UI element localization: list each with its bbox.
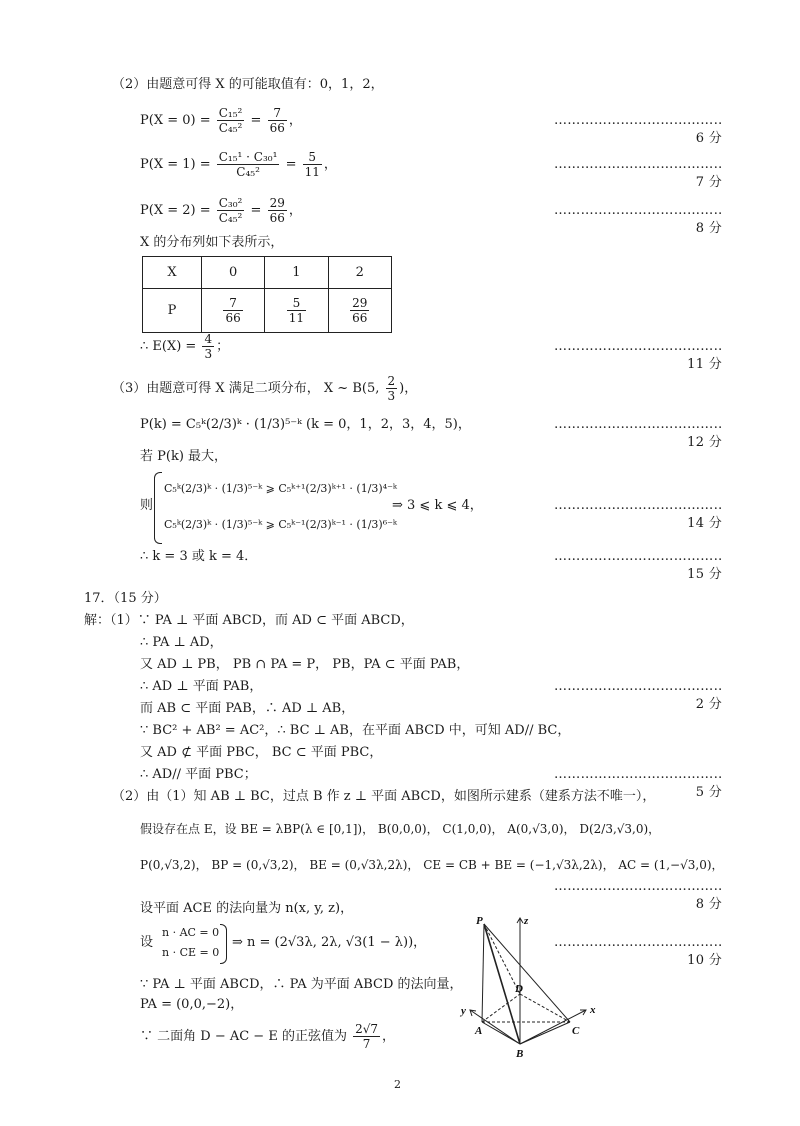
table-cell: X (143, 257, 202, 289)
solution-line: ∵ BC² + AB² = AC²，∴ BC ⊥ AB，在平面 ABCD 中，可知 AD// BC， (140, 723, 571, 738)
pa-perpendicular: ∵ PA ⊥ 平面 ABCD，∴ PA 为平面 ABCD 的法向量， (140, 977, 463, 992)
solution-line: 又 AD ⊄ 平面 PBC， BC ⊂ 平面 PBC， (140, 745, 383, 760)
expectation-line: ∴ E(X) = $\frac{4}{3}$ ； (140, 332, 230, 361)
distribution-table (142, 256, 392, 333)
score-line-15: ………………………………………… 15 分 (554, 548, 722, 584)
label-c: C (572, 1025, 580, 1037)
dihedral-sine-line: ∵ 二面角 D − AC − E 的正弦值为 $\frac{2√7}{7}$ ， (140, 1022, 396, 1051)
table-cell: 1 (265, 257, 328, 289)
system-eq-2: n · CE = 0 (162, 946, 220, 959)
pa-vector: PA = (0,0,−2)， (140, 997, 244, 1012)
table-cell: P (143, 289, 202, 333)
table-cell: 0 (201, 257, 264, 289)
inequality-1: C₅ᵏ(2/3)ᵏ · (1/3)⁵⁻ᵏ ⩾ C₅ᵏ⁺¹(2/3)ᵏ⁺¹ · (1/3)⁴⁻ᵏ (164, 482, 397, 495)
label-a: A (475, 1025, 483, 1037)
score-line-14: ………………………………………… 14 分 (554, 497, 722, 533)
vector-list: P(0,√3,2)， BP = (0,√3,2)， BE = (0,√3λ,2λ)， CE = CB + BE = (−1,√3λ,2λ)， AC = (1,−√3,0)， (140, 858, 724, 872)
normal-vector-result: ⇒ n = (2√3λ, 2λ, √3(1 − λ))， (232, 935, 427, 950)
normal-vector-intro: 设平面 ACE 的法向量为 n(x, y, z)， (140, 901, 354, 916)
score-line-6: ………………………………………… 6 分 (554, 112, 722, 148)
assume-point-e: 假设存在点 E，设 BE = λBP(λ ∈ [0,1])， B(0,0,0)， C(1,0,0)， A(0,√3,0)， D(2/3,√3,0)， (140, 822, 661, 836)
score-line-8b: ………………………………………… 8 分 (554, 878, 722, 914)
k-conclusion: ∴ k = 3 或 k = 4． (140, 549, 258, 564)
then-label: 则 (140, 498, 154, 513)
edge-pc (484, 924, 570, 1022)
system-brace (154, 472, 162, 544)
pyramid-figure (458, 912, 608, 1062)
solution-line: ∴ AD// 平面 PBC； (140, 767, 257, 782)
part2-intro: （2）由题意可得 X 的可能取值有：0，1，2， (112, 77, 384, 92)
edge-ad (482, 994, 520, 1022)
solution-line: ∴ AD ⊥ 平面 PAB， (140, 679, 263, 694)
edge-bc (520, 1022, 570, 1044)
table-row (143, 257, 392, 289)
p-x1-equation: P(X = 1) = $\frac{\text{C₁₅¹ · C₃₀¹}}{\text{C₄₅²}}$ = $\frac{5}{11}$ ， (140, 150, 337, 179)
system-brace-right (220, 924, 227, 964)
solution-line: 又 AD ⊥ PB， PB ∩ PA = P， PB，PA ⊂ 平面 PAB， (140, 657, 470, 672)
solution-line: 而 AB ⊂ 平面 PAB，∴ AD ⊥ AB， (140, 701, 355, 716)
edge-pa (482, 924, 484, 1022)
pk-formula: P(k) = C₅ᵏ(2/3)ᵏ · (1/3)⁵⁻ᵏ (k = 0，1，2，3，4，5)， (140, 417, 471, 432)
score-line-12: ………………………………………… 12 分 (554, 416, 722, 452)
score-line-11: ………………………………………… 11 分 (554, 338, 722, 374)
part3-intro: （3）由题意可得 X 满足二项分布， X ~ B(5, $\frac{2}{3}$ )， (112, 374, 418, 403)
p-x2-equation: P(X = 2) = $\frac{\text{C₃₀²}}{\text{C₄₅²}}$ = $\frac{29}{66}$ ， (140, 196, 302, 225)
solution-line: ∴ PA ⊥ AD， (140, 635, 223, 650)
label-b: B (516, 1048, 524, 1060)
p-x0-equation: P(X = 0) = $\frac{\text{C₁₅²}}{\text{C₄₅²}}$ = $\frac{7}{66}$ ， (140, 106, 302, 135)
table-cell: $\frac{7}{66}$ (201, 289, 264, 333)
label-y: y (461, 1005, 466, 1017)
label-d: D (515, 983, 523, 995)
label-z: z (524, 915, 529, 927)
table-row (143, 289, 392, 333)
label-x: x (590, 1004, 596, 1016)
she-label: 设 (140, 935, 154, 950)
if-max: 若 P(k) 最大， (140, 449, 228, 464)
table-cell: $\frac{5}{11}$ (265, 289, 328, 333)
score-line-2: ………………………………………… 2 分 (554, 678, 722, 714)
solution-line: （2）由（1）知 AB ⊥ BC，过点 B 作 z ⊥ 平面 ABCD，如图所示建系（建系方法不唯一）， (112, 789, 656, 804)
problem-17-header: 17．（15 分） (84, 591, 167, 606)
table-intro: X 的分布列如下表所示， (140, 235, 284, 250)
table-cell: 2 (328, 257, 391, 289)
solution-line: 解：（1）∵ PA ⊥ 平面 ABCD，而 AD ⊂ 平面 ABCD， (84, 613, 414, 628)
score-line-8: ………………………………………… 8 分 (554, 202, 722, 238)
score-line-5: ………………………………………… 5 分 (554, 766, 722, 802)
k-range-result: ⇒ 3 ⩽ k ⩽ 4， (392, 498, 483, 513)
edge-dc (520, 994, 570, 1022)
inequality-2: C₅ᵏ(2/3)ᵏ · (1/3)⁵⁻ᵏ ⩾ C₅ᵏ⁻¹(2/3)ᵏ⁻¹ · (1/3)⁶⁻ᵏ (164, 518, 397, 531)
page-number: 2 (394, 1078, 401, 1091)
score-line-7: ………………………………………… 7 分 (554, 156, 722, 192)
label-p: P (476, 915, 483, 927)
score-line-10: ………………………………………… 10 分 (554, 934, 722, 970)
table-cell: $\frac{29}{66}$ (328, 289, 391, 333)
system-eq-1: n · AC = 0 (162, 926, 220, 939)
